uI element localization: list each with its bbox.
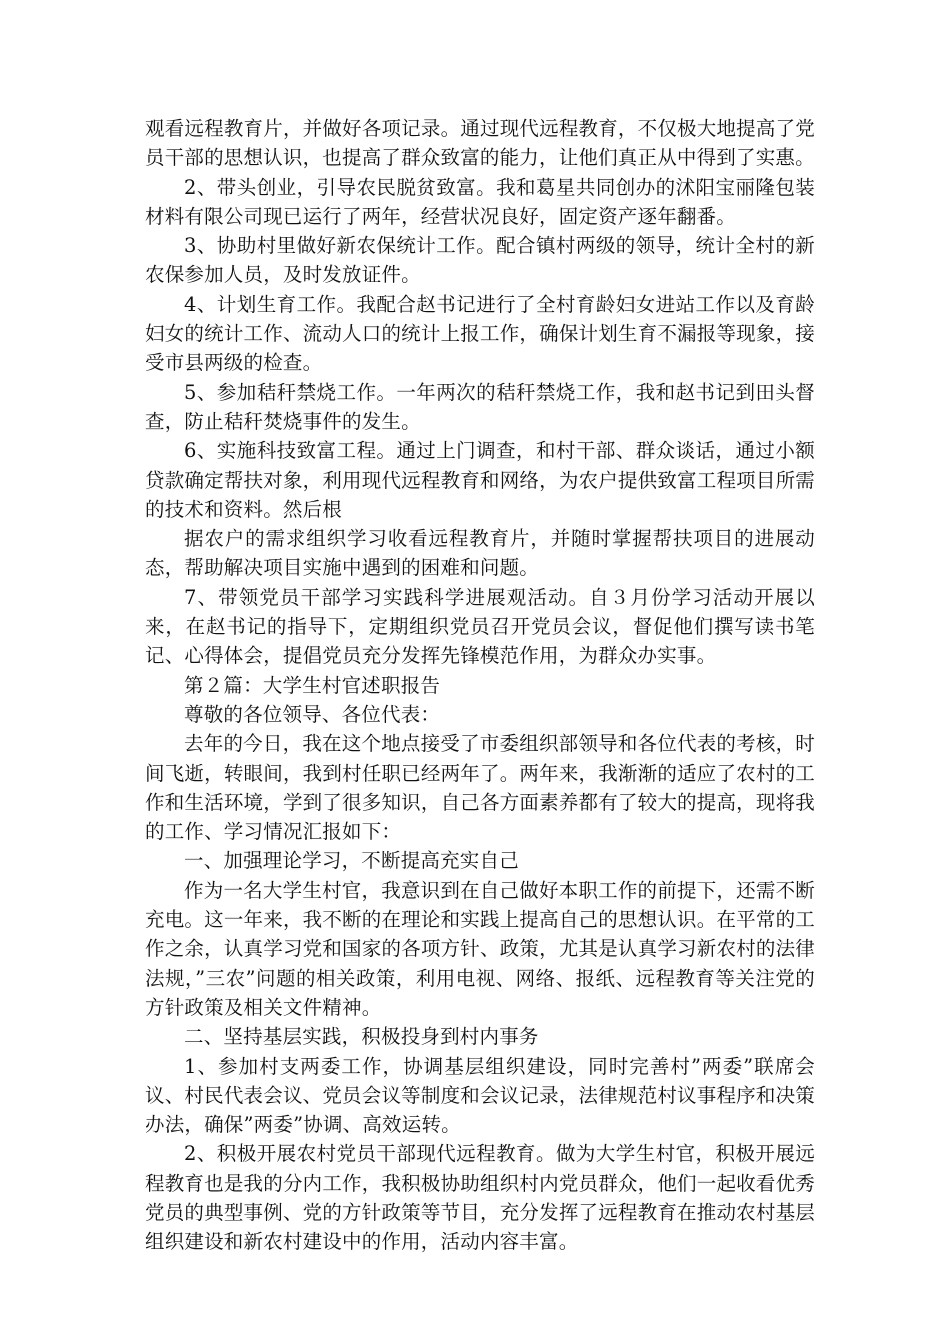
salutation: 尊敬的各位领导、各位代表： [184, 702, 441, 726]
paragraph-intro: 去年的今日，我在这个地点接受了市委组织部领导和各位代表的考核，时间飞逝，转眼间，我到村任职已经两年了。两年来，我渐渐的适应了农村的工作和生活环境，学到了很多知识，自己各方面素养都有了较大的提高，现将我的工作、学习情况汇报如下： [145, 732, 815, 844]
paragraph-item-2: 2、带头创业，引导农民脱贫致富。我和葛星共同创办的沭阳宝丽隆包装材料有限公司现已运行了两年，经营状况良好，固定资产逐年翻番。 [145, 175, 815, 228]
paragraph-practice-item-1: 1、参加村支两委工作，协调基层组织建设，同时完善村”两委”联席会议、村民代表会议、党员会议等制度和会议记录，法律规范村议事程序和决策办法，确保”两委”协调、高效运转。 [145, 1054, 815, 1137]
paragraph-practice-item-2: 2、积极开展农村党员干部现代远程教育。做为大学生村官，积极开展远程教育也是我的分内工作，我积极协助组织村内党员群众，他们一起收看优秀党员的典型事例、党的方针政策等节目，充分发挥了远程教育在推动农村基层组织建设和新农村建设中的作用，活动内容丰富。 [145, 1142, 815, 1254]
paragraph-item-6: 6、实施科技致富工程。通过上门调查，和村干部、群众谈话，通过小额贷款确定帮扶对象，利用现代远程教育和网络，为农户提供致富工程项目所需的技术和资料。然后根 [145, 439, 815, 521]
paragraph-item-5: 5、参加秸秆禁烧工作。一年两次的秸秆禁烧工作，我和赵书记到田头督查，防止秸秆焚烧事件的发生。 [145, 380, 815, 433]
document-body [145, 114, 815, 1257]
paragraph-item-7: 7、带领党员干部学习实践科学进展观活动。自３月份学习活动开展以来，在赵书记的指导下，定期组织党员召开党员会议，督促他们撰写读书笔记、心得体会，提倡党员充分发挥先锋模范作用，为群众办实事。 [145, 585, 815, 668]
section-heading-part-2: 第２篇：大学生村官述职报告 [184, 673, 441, 697]
subheading-grassroots-practice: 二、坚持基层实践，积极投身到村内事务 [184, 1025, 539, 1049]
paragraph-theory-study: 作为一名大学生村官，我意识到在自己做好本职工作的前提下，还需不断充电。这一年来，我不断的在理论和实践上提高自己的思想认识。在平常的工作之余，认真学习党和国家的各项方针、政策，尤其是认真学习新农村的法律法规，”三农”问题的相关政策，利用电视、网络、报纸、远程教育等关注党的方针政策及相关文件精神。 [145, 878, 815, 1019]
paragraph-item-3: 3、协助村里做好新农保统计工作。配合镇村两级的领导，统计全村的新农保参加人员，及时发放证件。 [145, 234, 815, 287]
paragraph-item-6-continued: 据农户的需求组织学习收看远程教育片，并随时掌握帮扶项目的进展动态，帮助解决项目实施中遇到的困难和问题。 [145, 527, 815, 580]
subheading-theory-study: 一、加强理论学习，不断提高充实自己 [184, 849, 519, 873]
paragraph-continuation: 观看远程教育片，并做好各项记录。通过现代远程教育，不仅极大地提高了党员干部的思想认识，也提高了群众致富的能力，让他们真正从中得到了实惠。 [145, 117, 815, 170]
paragraph-item-4: 4、计划生育工作。我配合赵书记进行了全村育龄妇女进站工作以及育龄妇女的统计工作、流动人口的统计上报工作，确保计划生育不漏报等现象，接受市县两级的检查。 [145, 292, 815, 375]
